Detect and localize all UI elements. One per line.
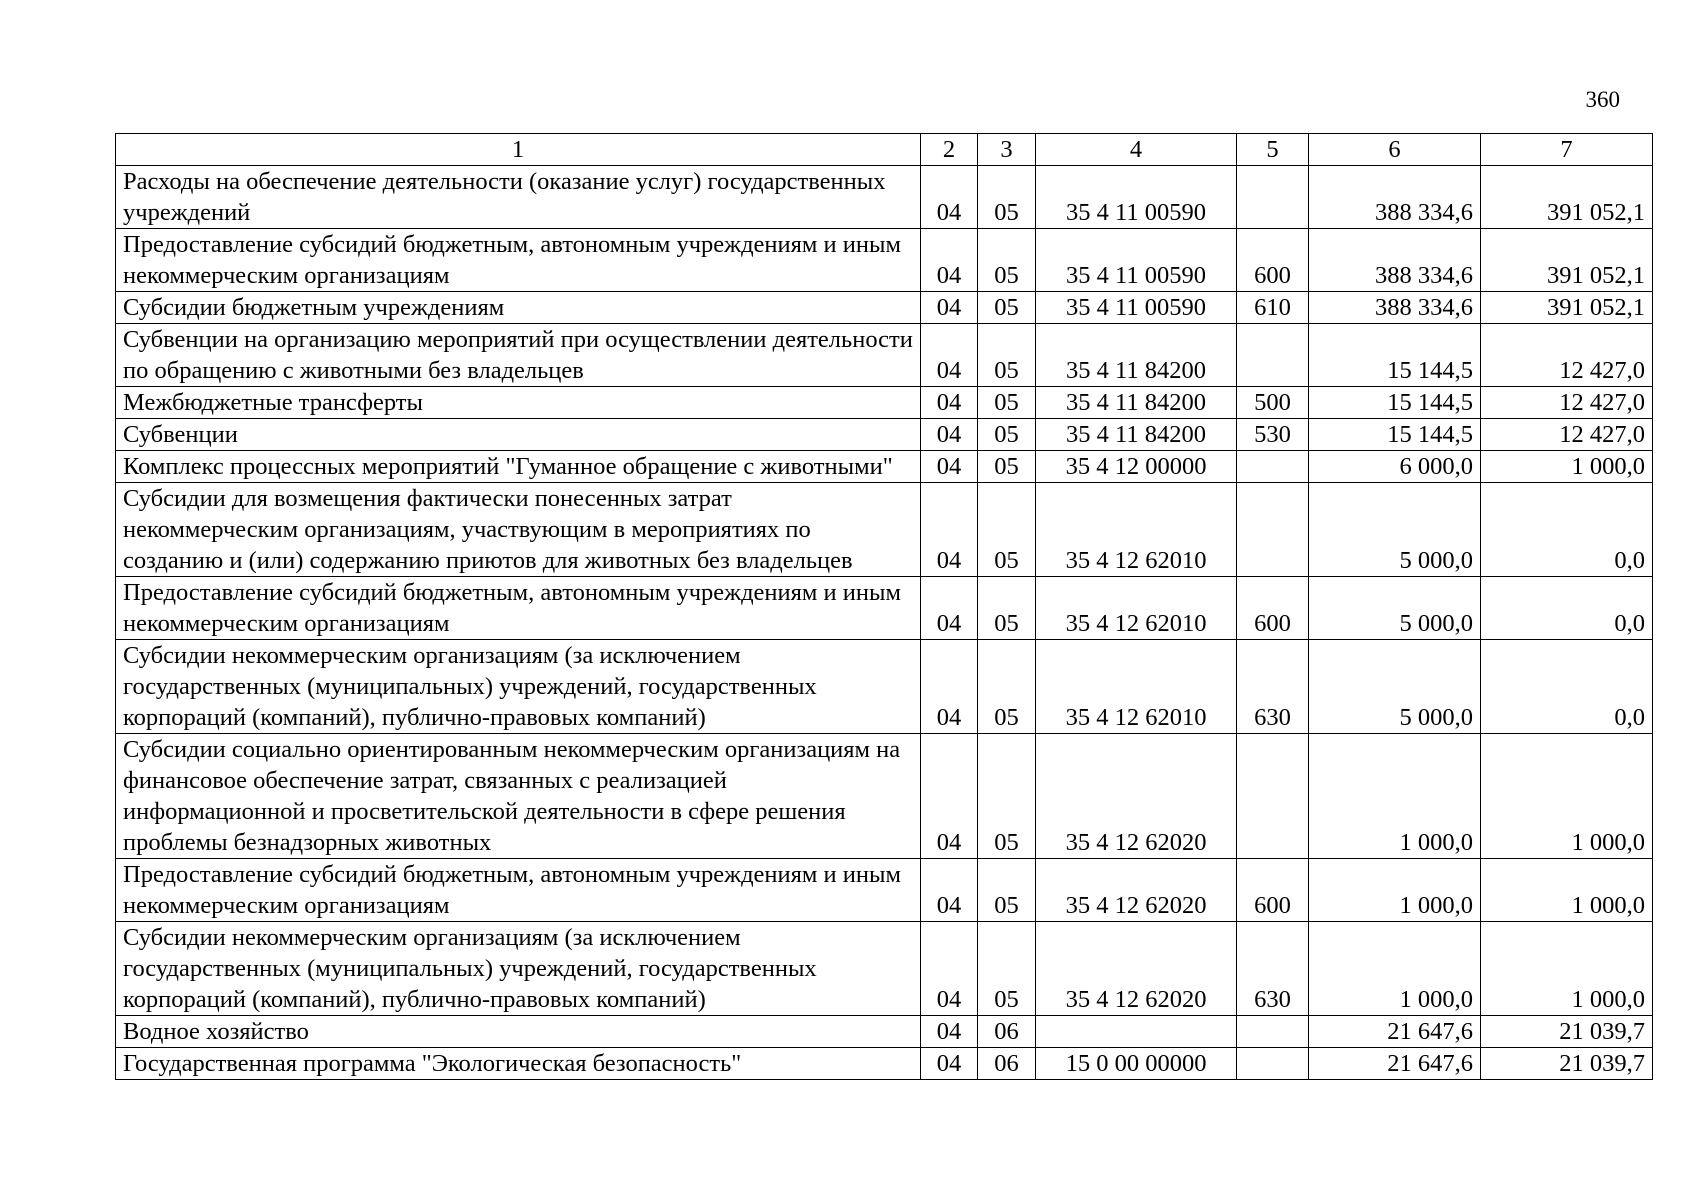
row-amount-1: 15 144,5	[1309, 324, 1481, 387]
row-subsection: 05	[978, 419, 1036, 451]
table-row	[116, 577, 1653, 640]
header-col-4: 4	[1036, 134, 1237, 166]
row-amount-2: 0,0	[1481, 577, 1653, 640]
row-amount-2: 21 039,7	[1481, 1048, 1653, 1080]
row-section: 04	[921, 292, 978, 324]
row-name: Предоставление субсидий бюджетным, автономным учреждениям и иным некоммерческим организациям	[116, 229, 921, 292]
row-expense-type	[1237, 1048, 1309, 1080]
row-expense-type: 600	[1237, 859, 1309, 922]
row-subsection: 05	[978, 451, 1036, 483]
table-header-row	[116, 134, 1653, 166]
row-section: 04	[921, 577, 978, 640]
row-name: Субвенции	[116, 419, 921, 451]
row-subsection: 05	[978, 324, 1036, 387]
table-body	[116, 166, 1653, 1080]
row-section: 04	[921, 229, 978, 292]
table-row	[116, 229, 1653, 292]
row-name: Предоставление субсидий бюджетным, автономным учреждениям и иным некоммерческим организациям	[116, 577, 921, 640]
row-amount-1: 5 000,0	[1309, 577, 1481, 640]
header-col-3: 3	[978, 134, 1036, 166]
row-section: 04	[921, 166, 978, 229]
row-amount-1: 21 647,6	[1309, 1048, 1481, 1080]
row-amount-2: 1 000,0	[1481, 734, 1653, 859]
row-name: Водное хозяйство	[116, 1016, 921, 1048]
row-name: Государственная программа "Экологическая безопасность"	[116, 1048, 921, 1080]
row-amount-1: 1 000,0	[1309, 734, 1481, 859]
row-expense-type	[1237, 483, 1309, 577]
row-name: Субсидии социально ориентированным некоммерческим организациям на финансовое обеспечение затрат, связанных с реализацией информационной и просветительской деятельности в сфере решения проблемы безнадзорных животных	[116, 734, 921, 859]
header-col-5: 5	[1237, 134, 1309, 166]
row-amount-2: 391 052,1	[1481, 166, 1653, 229]
row-section: 04	[921, 419, 978, 451]
row-target-article: 35 4 12 00000	[1036, 451, 1237, 483]
row-name: Межбюджетные трансферты	[116, 387, 921, 419]
row-subsection: 05	[978, 640, 1036, 734]
row-expense-type	[1237, 324, 1309, 387]
table-row	[116, 640, 1653, 734]
row-name: Субсидии некоммерческим организациям (за исключением государственных (муниципальных) учреждений, государственных корпораций (компаний), публично-правовых компаний)	[116, 922, 921, 1016]
row-subsection: 05	[978, 292, 1036, 324]
row-amount-2: 12 427,0	[1481, 324, 1653, 387]
row-amount-1: 1 000,0	[1309, 859, 1481, 922]
row-target-article: 35 4 12 62010	[1036, 577, 1237, 640]
page-number: 360	[1585, 87, 1620, 112]
row-amount-2: 1 000,0	[1481, 922, 1653, 1016]
row-target-article: 35 4 11 00590	[1036, 229, 1237, 292]
row-section: 04	[921, 859, 978, 922]
row-name: Предоставление субсидий бюджетным, автономным учреждениям и иным некоммерческим организациям	[116, 859, 921, 922]
row-subsection: 05	[978, 166, 1036, 229]
header-col-2: 2	[921, 134, 978, 166]
row-target-article: 35 4 12 62010	[1036, 640, 1237, 734]
row-amount-1: 1 000,0	[1309, 922, 1481, 1016]
row-target-article: 35 4 11 00590	[1036, 166, 1237, 229]
row-section: 04	[921, 640, 978, 734]
row-amount-1: 15 144,5	[1309, 419, 1481, 451]
row-subsection: 06	[978, 1048, 1036, 1080]
row-target-article: 35 4 12 62010	[1036, 483, 1237, 577]
row-target-article: 35 4 11 00590	[1036, 292, 1237, 324]
row-amount-1: 5 000,0	[1309, 483, 1481, 577]
table-row	[116, 734, 1653, 859]
row-section: 04	[921, 324, 978, 387]
row-amount-1: 5 000,0	[1309, 640, 1481, 734]
row-target-article: 15 0 00 00000	[1036, 1048, 1237, 1080]
row-expense-type: 630	[1237, 922, 1309, 1016]
budget-table	[115, 133, 1653, 1080]
row-expense-type: 630	[1237, 640, 1309, 734]
row-expense-type: 600	[1237, 577, 1309, 640]
table-row	[116, 324, 1653, 387]
row-amount-2: 1 000,0	[1481, 451, 1653, 483]
row-amount-2: 0,0	[1481, 483, 1653, 577]
row-subsection: 05	[978, 483, 1036, 577]
row-expense-type: 610	[1237, 292, 1309, 324]
row-amount-2: 12 427,0	[1481, 419, 1653, 451]
table-row	[116, 1048, 1653, 1080]
row-name: Субвенции на организацию мероприятий при осуществлении деятельности по обращению с животными без владельцев	[116, 324, 921, 387]
row-amount-2: 1 000,0	[1481, 859, 1653, 922]
row-target-article: 35 4 11 84200	[1036, 387, 1237, 419]
row-section: 04	[921, 451, 978, 483]
table-row	[116, 166, 1653, 229]
row-name: Расходы на обеспечение деятельности (оказание услуг) государственных учреждений	[116, 166, 921, 229]
row-subsection: 05	[978, 387, 1036, 419]
header-col-7: 7	[1481, 134, 1653, 166]
row-expense-type: 600	[1237, 229, 1309, 292]
row-name: Субсидии некоммерческим организациям (за исключением государственных (муниципальных) учреждений, государственных корпораций (компаний), публично-правовых компаний)	[116, 640, 921, 734]
row-subsection: 06	[978, 1016, 1036, 1048]
header-col-1: 1	[116, 134, 921, 166]
row-expense-type	[1237, 166, 1309, 229]
row-target-article: 35 4 11 84200	[1036, 419, 1237, 451]
row-section: 04	[921, 387, 978, 419]
row-amount-2: 0,0	[1481, 640, 1653, 734]
table-row	[116, 922, 1653, 1016]
row-section: 04	[921, 922, 978, 1016]
table-row	[116, 1016, 1653, 1048]
row-target-article: 35 4 12 62020	[1036, 859, 1237, 922]
row-expense-type	[1237, 734, 1309, 859]
row-section: 04	[921, 1016, 978, 1048]
row-amount-1: 21 647,6	[1309, 1016, 1481, 1048]
row-amount-1: 15 144,5	[1309, 387, 1481, 419]
table-row	[116, 859, 1653, 922]
row-name: Субсидии бюджетным учреждениям	[116, 292, 921, 324]
row-section: 04	[921, 1048, 978, 1080]
row-section: 04	[921, 734, 978, 859]
row-expense-type: 500	[1237, 387, 1309, 419]
row-amount-2: 391 052,1	[1481, 292, 1653, 324]
row-amount-2: 21 039,7	[1481, 1016, 1653, 1048]
row-target-article: 35 4 12 62020	[1036, 734, 1237, 859]
row-target-article: 35 4 12 62020	[1036, 922, 1237, 1016]
row-subsection: 05	[978, 859, 1036, 922]
row-subsection: 05	[978, 577, 1036, 640]
row-amount-1: 388 334,6	[1309, 292, 1481, 324]
row-target-article: 35 4 11 84200	[1036, 324, 1237, 387]
row-name: Комплекс процессных мероприятий "Гуманное обращение с животными"	[116, 451, 921, 483]
row-amount-1: 388 334,6	[1309, 166, 1481, 229]
table-row	[116, 419, 1653, 451]
table-row	[116, 451, 1653, 483]
table-row	[116, 292, 1653, 324]
row-amount-1: 6 000,0	[1309, 451, 1481, 483]
row-expense-type	[1237, 451, 1309, 483]
table-row	[116, 483, 1653, 577]
row-expense-type: 530	[1237, 419, 1309, 451]
table-row	[116, 387, 1653, 419]
row-amount-2: 12 427,0	[1481, 387, 1653, 419]
header-col-6: 6	[1309, 134, 1481, 166]
row-amount-1: 388 334,6	[1309, 229, 1481, 292]
row-amount-2: 391 052,1	[1481, 229, 1653, 292]
row-target-article	[1036, 1016, 1237, 1048]
row-name: Субсидии для возмещения фактически понесенных затрат некоммерческим организациям, участвующим в мероприятиях по созданию и (или) содержанию приютов для животных без владельцев	[116, 483, 921, 577]
row-subsection: 05	[978, 922, 1036, 1016]
row-expense-type	[1237, 1016, 1309, 1048]
row-subsection: 05	[978, 734, 1036, 859]
row-subsection: 05	[978, 229, 1036, 292]
row-section: 04	[921, 483, 978, 577]
